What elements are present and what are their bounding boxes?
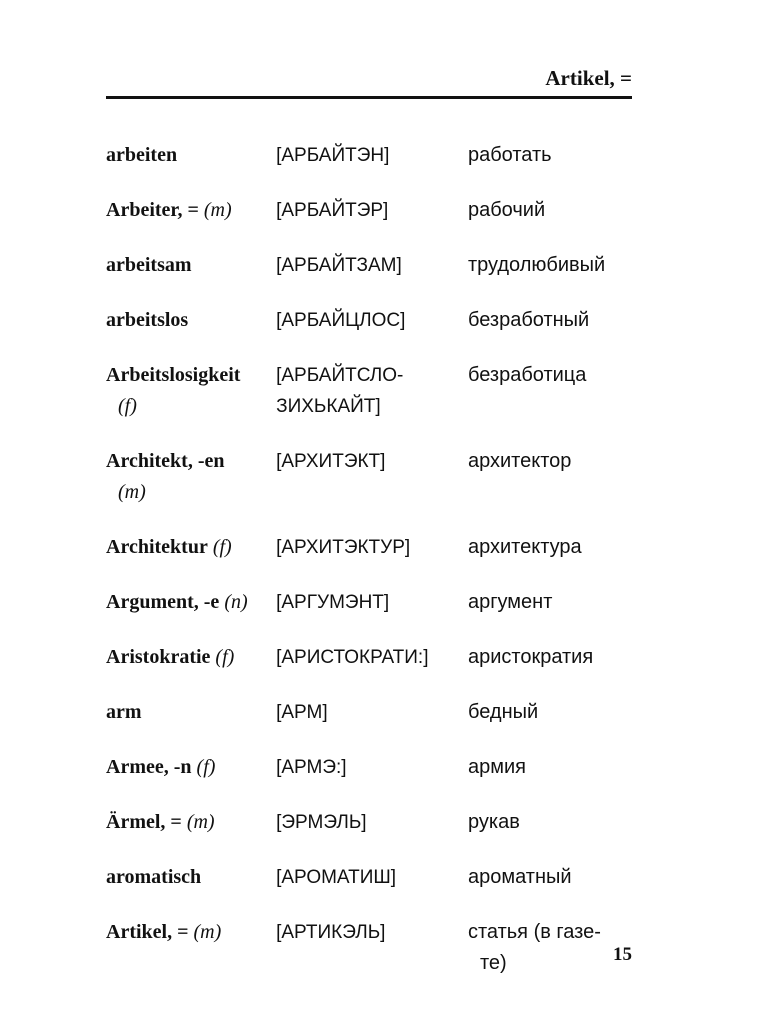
german-word-cell	[106, 697, 276, 728]
page-number: 15	[613, 944, 632, 965]
gender-marker: (f)	[212, 536, 232, 558]
german-word-cell	[106, 752, 276, 783]
translation-cell	[468, 532, 646, 563]
translation: рукав	[467, 811, 520, 833]
gender-marker: (f)	[215, 646, 235, 668]
dictionary-entry	[106, 807, 646, 838]
transcription: [АРБАЙТЗАМ]	[276, 255, 402, 276]
german-word: arm	[106, 701, 142, 723]
german-word: Ärmel, =	[106, 811, 182, 833]
dictionary-entry	[106, 917, 646, 979]
translation: рабочий	[467, 199, 546, 221]
transcription: [АРГУМЭНТ]	[276, 592, 390, 613]
dictionary-entry	[106, 195, 646, 226]
german-word: arbeitslos	[106, 309, 189, 331]
translation: статья (в газе-	[467, 921, 601, 943]
transcription: [АРБАЙЦЛОС]	[276, 310, 406, 331]
transcription-cell	[276, 360, 468, 422]
translation-cell	[468, 642, 646, 673]
dictionary-entry	[106, 532, 646, 563]
german-word-cell	[106, 446, 276, 508]
gender-marker: (n)	[224, 591, 248, 613]
german-word: Armee, -n	[106, 756, 192, 778]
translation: безработица	[467, 364, 587, 386]
german-word-continuation: (m)	[118, 481, 146, 503]
dictionary-entry	[106, 752, 646, 783]
german-word-cell	[106, 917, 276, 948]
german-word-cell	[106, 587, 276, 618]
transcription: [АРТИКЭЛЬ]	[276, 922, 386, 943]
dictionary-entry	[106, 446, 646, 508]
dictionary-entry	[106, 305, 646, 336]
german-word: Architekt, -en	[106, 450, 225, 472]
dictionary-entry	[106, 587, 646, 618]
transcription: [АРИСТОКРАТИ:]	[276, 647, 429, 668]
gender-marker: (m)	[186, 811, 215, 833]
transcription: [ЭРМЭЛЬ]	[276, 812, 367, 833]
translation-cell	[468, 360, 646, 391]
gender-marker: (f)	[196, 756, 216, 778]
header-rule	[106, 96, 632, 99]
german-word-cell	[106, 195, 276, 226]
translation: армия	[467, 756, 526, 778]
translation: аргумент	[467, 591, 553, 613]
german-word-cell	[106, 642, 276, 673]
translation: работать	[467, 144, 552, 166]
transcription-cell	[276, 642, 468, 673]
translation: архитектура	[467, 536, 582, 558]
translation-cell	[468, 862, 646, 893]
transcription-cell	[276, 195, 468, 226]
translation-cell	[468, 140, 646, 171]
gender-marker: (m)	[193, 921, 222, 943]
transcription: [АРБАЙТСЛО-	[276, 365, 404, 386]
transcription-cell	[276, 862, 468, 893]
page-header	[106, 66, 632, 100]
translation-cell	[468, 752, 646, 783]
transcription: [АРБАЙТЭР]	[276, 200, 389, 221]
german-word-continuation: (f)	[118, 395, 137, 417]
dictionary-entry	[106, 360, 646, 422]
dictionary-entry	[106, 697, 646, 728]
transcription: [АРМ]	[276, 702, 328, 723]
translation-cell	[468, 305, 646, 336]
german-word-cell	[106, 140, 276, 171]
translation: ароматный	[467, 866, 572, 888]
german-word-cell	[106, 532, 276, 563]
transcription-cell	[276, 807, 468, 838]
german-word: Architektur	[106, 536, 208, 558]
german-word-cell	[106, 305, 276, 336]
translation-cell	[468, 250, 646, 281]
german-word: Artikel, =	[106, 921, 189, 943]
translation-cell	[468, 587, 646, 618]
translation: безработный	[467, 309, 590, 331]
transcription-cell	[276, 697, 468, 728]
translation: аристократия	[467, 646, 594, 668]
german-word: Aristokratie	[106, 646, 211, 668]
translation: архитектор	[467, 450, 572, 472]
transcription-cell	[276, 587, 468, 618]
translation-continuation: те)	[479, 952, 507, 974]
dictionary-entries	[106, 140, 646, 1003]
transcription: [АРХИТЭКТ]	[276, 451, 386, 472]
running-head: Artikel, =	[545, 66, 632, 90]
translation-cell	[468, 697, 646, 728]
german-word: Argument, -e	[106, 591, 220, 613]
german-word-cell	[106, 360, 276, 422]
transcription-cell	[276, 752, 468, 783]
german-word: arbeitsam	[106, 254, 192, 276]
translation-cell	[468, 446, 646, 477]
transcription-cell	[276, 140, 468, 171]
translation: бедный	[467, 701, 539, 723]
transcription-cell	[276, 532, 468, 563]
dictionary-entry	[106, 250, 646, 281]
german-word: arbeiten	[106, 144, 178, 166]
dictionary-entry	[106, 642, 646, 673]
transcription: [АРМЭ:]	[276, 757, 347, 778]
translation-cell	[468, 195, 646, 226]
transcription-cell	[276, 446, 468, 477]
german-word-cell	[106, 862, 276, 893]
dictionary-entry	[106, 862, 646, 893]
german-word: Arbeiter, =	[106, 199, 199, 221]
german-word: Arbeitslosigkeit	[106, 364, 241, 386]
translation-cell	[468, 807, 646, 838]
transcription-cell	[276, 917, 468, 948]
translation: трудолюбивый	[467, 254, 606, 276]
transcription-cell	[276, 250, 468, 281]
dictionary-entry	[106, 140, 646, 171]
german-word-cell	[106, 250, 276, 281]
transcription: [АРОМАТИШ]	[276, 867, 397, 888]
transcription: [АРХИТЭКТУР]	[276, 537, 411, 558]
transcription-cell	[276, 305, 468, 336]
german-word-cell	[106, 807, 276, 838]
german-word: aromatisch	[106, 866, 202, 888]
gender-marker: (m)	[203, 199, 232, 221]
transcription-continuation: ЗИХЬКАЙТ]	[276, 396, 381, 417]
transcription: [АРБАЙТЭН]	[276, 145, 390, 166]
